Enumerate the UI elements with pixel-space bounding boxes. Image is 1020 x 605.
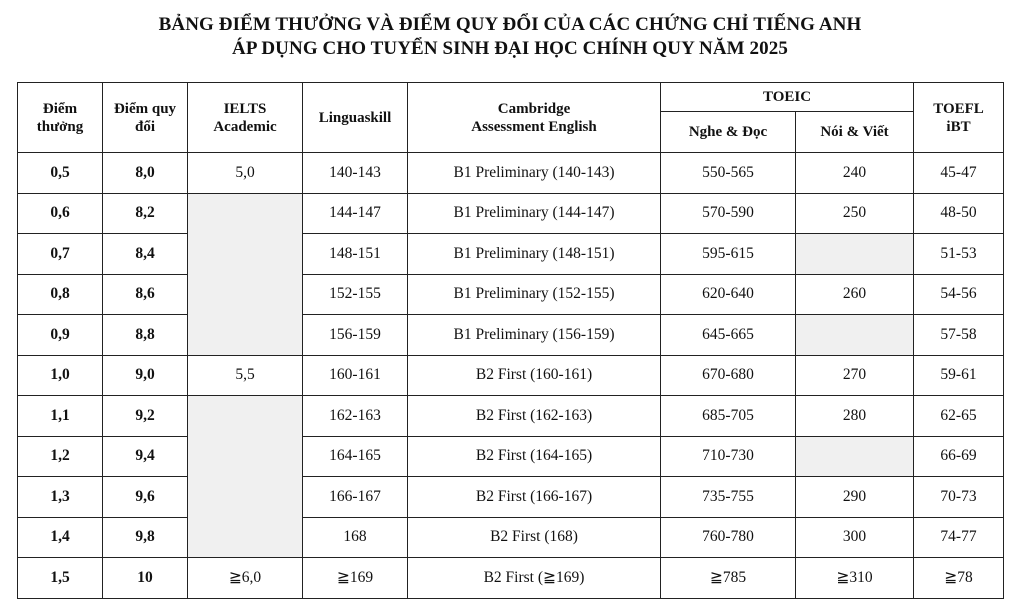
cell-toeic-sw-empty [796, 234, 914, 275]
cell-toefl: 51-53 [914, 234, 1004, 275]
cell-toeic-lr: 570-590 [661, 193, 796, 234]
cell-converted: 9,0 [103, 355, 188, 396]
cell-ielts: 5,5 [188, 355, 303, 396]
cell-cambridge: B1 Preliminary (140-143) [408, 153, 661, 194]
cell-toeic-sw: 280 [796, 396, 914, 437]
cell-linguaskill: 148-151 [303, 234, 408, 275]
cell-linguaskill: 156-159 [303, 315, 408, 356]
header-ielts [188, 83, 303, 153]
cell-converted: 8,8 [103, 315, 188, 356]
cell-toeic-lr: 735-755 [661, 477, 796, 518]
cell-cambridge: B1 Preliminary (148-151) [408, 234, 661, 275]
cell-ielts-empty [188, 396, 303, 558]
cell-toefl: 74-77 [914, 517, 1004, 558]
table-row [18, 558, 1004, 599]
cell-toefl: 48-50 [914, 193, 1004, 234]
cell-cambridge: B1 Preliminary (144-147) [408, 193, 661, 234]
table-row [18, 315, 1004, 356]
cell-toeic-sw: 250 [796, 193, 914, 234]
cell-toefl: 45-47 [914, 153, 1004, 194]
header-linguaskill: Linguaskill [303, 83, 408, 153]
header-toeic: TOEIC [661, 83, 914, 112]
header-diem-thuong [18, 83, 103, 153]
cell-toeic-lr: 670-680 [661, 355, 796, 396]
cell-linguaskill: 164-165 [303, 436, 408, 477]
header-cambridge [408, 83, 661, 153]
header-text: Assessment English [471, 118, 597, 135]
cell-cambridge: B2 First (≧169) [408, 558, 661, 599]
title-line-1: BẢNG ĐIỂM THƯỞNG VÀ ĐIỂM QUY ĐỔI CỦA CÁC CHỨNG CHỈ TIẾNG ANH [158, 14, 862, 35]
cell-converted: 9,2 [103, 396, 188, 437]
table-row [18, 274, 1004, 315]
cell-ielts: ≧6,0 [188, 558, 303, 599]
cell-bonus: 1,4 [18, 517, 103, 558]
cell-toeic-sw: 240 [796, 153, 914, 194]
cell-toeic-sw: 300 [796, 517, 914, 558]
cell-linguaskill: 140-143 [303, 153, 408, 194]
cell-converted: 8,6 [103, 274, 188, 315]
table-row [18, 355, 1004, 396]
cell-linguaskill: 144-147 [303, 193, 408, 234]
cell-toeic-sw: ≧310 [796, 558, 914, 599]
cell-toeic-lr: 550-565 [661, 153, 796, 194]
table-row [18, 193, 1004, 234]
cell-bonus: 1,1 [18, 396, 103, 437]
cell-toeic-lr: 685-705 [661, 396, 796, 437]
cell-toeic-lr: 620-640 [661, 274, 796, 315]
cell-toeic-lr: 710-730 [661, 436, 796, 477]
cell-toefl: ≧78 [914, 558, 1004, 599]
header-text: thưởng [36, 118, 84, 135]
cell-toefl: 59-61 [914, 355, 1004, 396]
table-row [18, 517, 1004, 558]
cell-linguaskill: ≧169 [303, 558, 408, 599]
cell-converted: 10 [103, 558, 188, 599]
title-line-2: ÁP DỤNG CHO TUYỂN SINH ĐẠI HỌC CHÍNH QUY NĂM 2025 [232, 38, 788, 59]
table-row [18, 436, 1004, 477]
header-toefl [914, 83, 1004, 153]
cell-linguaskill: 162-163 [303, 396, 408, 437]
cell-toeic-sw: 290 [796, 477, 914, 518]
cell-toeic-sw-empty [796, 436, 914, 477]
table-row [18, 396, 1004, 437]
cell-cambridge: B2 First (162-163) [408, 396, 661, 437]
cell-ielts-empty [188, 193, 303, 355]
header-text: Điểm quy [113, 100, 177, 117]
header-text: Academic [213, 118, 277, 135]
cell-toefl: 54-56 [914, 274, 1004, 315]
page-title [0, 0, 1020, 63]
cell-converted: 9,8 [103, 517, 188, 558]
header-text: TOEFL [933, 100, 984, 117]
cell-cambridge: B2 First (160-161) [408, 355, 661, 396]
cell-converted: 8,4 [103, 234, 188, 275]
cell-bonus: 0,7 [18, 234, 103, 275]
cell-linguaskill: 152-155 [303, 274, 408, 315]
cell-ielts: 5,0 [188, 153, 303, 194]
cell-toefl: 57-58 [914, 315, 1004, 356]
header-toeic-sw: Nói & Viết [796, 112, 914, 153]
cell-cambridge: B1 Preliminary (152-155) [408, 274, 661, 315]
cell-toeic-sw-empty [796, 315, 914, 356]
header-text: Điểm [42, 100, 78, 117]
cell-toeic-sw: 270 [796, 355, 914, 396]
cell-cambridge: B2 First (166-167) [408, 477, 661, 518]
cell-bonus: 0,9 [18, 315, 103, 356]
cell-toeic-lr: ≧785 [661, 558, 796, 599]
cell-bonus: 0,6 [18, 193, 103, 234]
cell-cambridge: B2 First (168) [408, 517, 661, 558]
cell-converted: 8,0 [103, 153, 188, 194]
header-text: đổi [134, 118, 155, 135]
cell-bonus: 1,0 [18, 355, 103, 396]
cell-toeic-sw: 260 [796, 274, 914, 315]
table-row [18, 234, 1004, 275]
cell-converted: 8,2 [103, 193, 188, 234]
table-row [18, 477, 1004, 518]
cell-bonus: 1,5 [18, 558, 103, 599]
cell-toeic-lr: 760-780 [661, 517, 796, 558]
cell-toeic-lr: 595-615 [661, 234, 796, 275]
cell-converted: 9,4 [103, 436, 188, 477]
conversion-table [17, 82, 1004, 599]
cell-bonus: 0,8 [18, 274, 103, 315]
cell-linguaskill: 168 [303, 517, 408, 558]
cell-linguaskill: 160-161 [303, 355, 408, 396]
cell-toeic-lr: 645-665 [661, 315, 796, 356]
cell-toefl: 66-69 [914, 436, 1004, 477]
header-text: Cambridge [497, 100, 571, 117]
table-row [18, 153, 1004, 194]
header-row-1 [18, 83, 1004, 112]
cell-cambridge: B1 Preliminary (156-159) [408, 315, 661, 356]
header-text: iBT [946, 118, 971, 135]
header-text: IELTS [223, 100, 267, 117]
header-diem-quy-doi [103, 83, 188, 153]
cell-linguaskill: 166-167 [303, 477, 408, 518]
cell-cambridge: B2 First (164-165) [408, 436, 661, 477]
cell-toefl: 70-73 [914, 477, 1004, 518]
cell-bonus: 1,3 [18, 477, 103, 518]
cell-bonus: 1,2 [18, 436, 103, 477]
cell-converted: 9,6 [103, 477, 188, 518]
header-toeic-lr: Nghe & Đọc [661, 112, 796, 153]
cell-bonus: 0,5 [18, 153, 103, 194]
cell-toefl: 62-65 [914, 396, 1004, 437]
